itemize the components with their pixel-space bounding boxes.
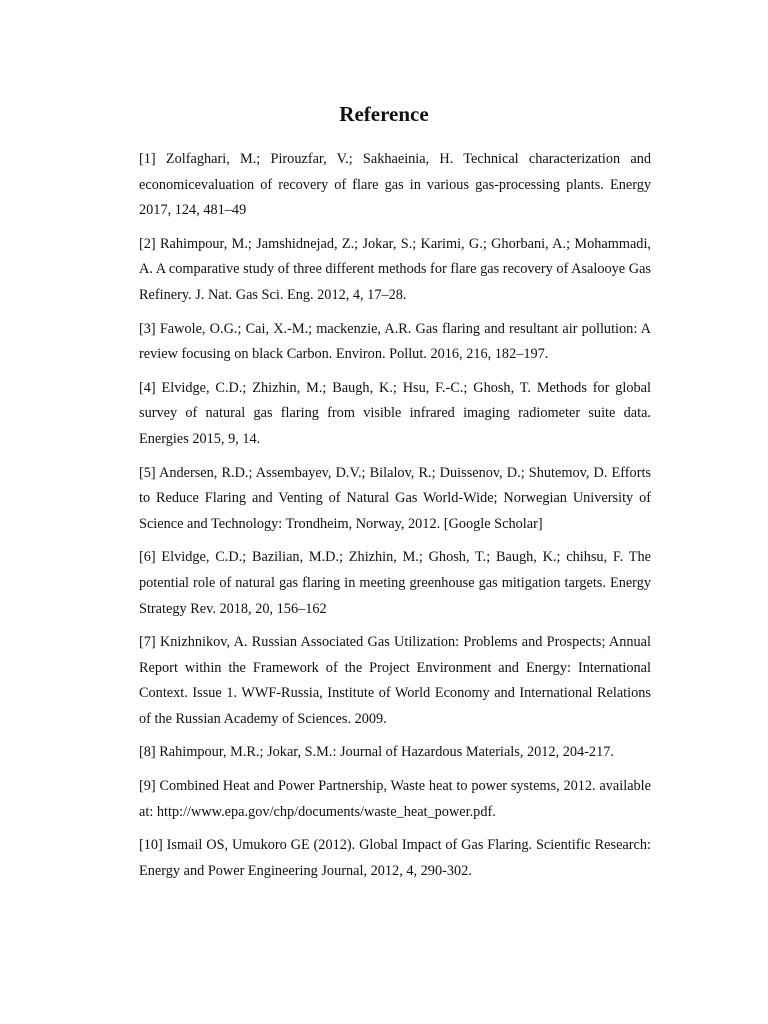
reference-item-2: [2] Rahimpour, M.; Jamshidnejad, Z.; Jokar, S.; Karimi, G.; Ghorbani, A.; Mohammadi, A. A comparative study of three different methods for flare gas recovery of Asalooye Gas Refinery. J. Nat. Gas Sci. Eng. 2012, 4, 17–28.: [139, 235, 651, 303]
reference-item-6: [6] Elvidge, C.D.; Bazilian, M.D.; Zhizhin, M.; Ghosh, T.; Baugh, K.; chihsu, F. The potential role of natural gas flaring in meeting greenhouse gas mitigation targets. Energy Strategy Rev. 2018, 20, 156–162: [139, 549, 651, 617]
reference-item-5: [5] Andersen, R.D.; Assembayev, D.V.; Bilalov, R.; Duissenov, D.; Shutemov, D. Efforts to Reduce Flaring and Venting of Natural Gas World-Wide; Norwegian University of Science and Technology: Trondheim, Norway, 2012. [Google Scholar]: [139, 464, 651, 532]
reference-list: [139, 147, 651, 892]
reference-item-8: [8] Rahimpour, M.R.; Jokar, S.M.: Journal of Hazardous Materials, 2012, 204-217.: [139, 744, 614, 761]
reference-item-1: [1] Zolfaghari, M.; Pirouzfar, V.; Sakhaeinia, H. Technical characterization and economicevaluation of recovery of flare gas in various gas-processing plants. Energy 2017, 124, 481–49: [139, 151, 651, 219]
reference-item-4: [4] Elvidge, C.D.; Zhizhin, M.; Baugh, K.; Hsu, F.-C.; Ghosh, T. Methods for global survey of natural gas flaring from visible infrared imaging radiometer suite data. Energies 2015, 9, 14.: [139, 379, 651, 447]
reference-item-7: [7] Knizhnikov, A. Russian Associated Gas Utilization: Problems and Prospects; Annual Report within the Framework of the Project Environment and Energy: International Context. Issue 1. WWF-Russia, Institute of World Economy and International Relations of the Russian Academy of Sciences. 2009.: [139, 634, 651, 727]
reference-item-10: [10] Ismail OS, Umukoro GE (2012). Global Impact of Gas Flaring. Scientific Research: Energy and Power Engineering Journal, 2012, 4, 290-302.: [139, 837, 651, 879]
reference-item-9: [9] Combined Heat and Power Partnership, Waste heat to power systems, 2012. available at: http://www.epa.gov/chp/documents/waste_heat_power.pdf.: [139, 778, 651, 820]
reference-item-3: [3] Fawole, O.G.; Cai, X.-M.; mackenzie, A.R. Gas flaring and resultant air pollution: A review focusing on black Carbon. Environ. Pollut. 2016, 216, 182–197.: [139, 320, 651, 363]
page-title: Reference: [339, 102, 429, 126]
